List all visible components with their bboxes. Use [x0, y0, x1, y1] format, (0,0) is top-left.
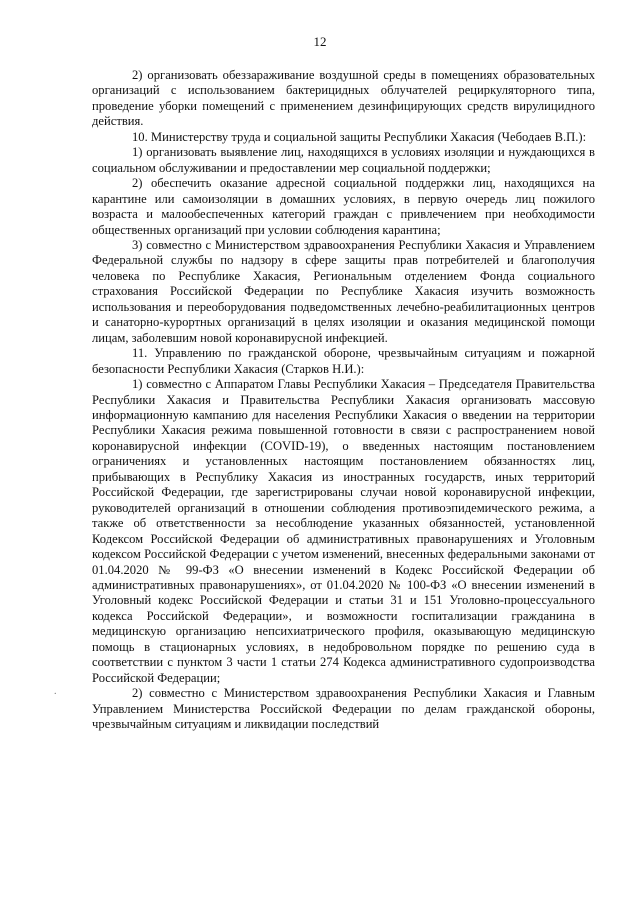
paragraph-section-11-item-2: 2) совместно с Министерством здравоохранения Республики Хакасия и Главным Управлением Министерства Российской Федерации по делам гражданской обороны, чрезвычайным ситуациям и ликвидации последствий: [92, 686, 595, 732]
paragraph-section-11-item-1: 1) совместно с Аппаратом Главы Республики Хакасия – Председателя Правительства Республики Хакасия и Правительства Республики Хакасия организовать массовую информационную кампанию для населения Республики Хакасия о введении на территории Республики Хакасия режима повышенной готовности в связи с распространением новой коронавирусной инфекции (COVID-19), о введенных настоящим постановлением ограничениях и установленных настоящим постановлением обязанностях лиц, прибывающих в Республику Хакасия из иностранных государств, иных территорий Российской Федерации, где зарегистрированы случаи новой коронавирусной инфекции, руководителей организаций в отношении соблюдения противоэпидемического режима, а также об ответственности за несоблюдение указанных обязанностей, установленной Кодексом Российской Федерации об административных правонарушениях и Уголовным кодексом Российской Федерации с учетом изменений, внесенных федеральными законами от 01.04.2020 № 99-ФЗ «О внесении изменений в Кодекс Российской Федерации об административных правонарушениях», от 01.04.2020 № 100-ФЗ «О внесении изменений в Уголовный кодекс Российской Федерации и статьи 31 и 151 Уголовно-процессуального кодекса Российской Федерации», и возможности госпитализации гражданина в медицинскую организацию непсихиатрического профиля, оказывающую медицинскую помощь в стационарных условиях, в недобровольном порядке по решению суда в соответствии с пунктом 3 части 1 статьи 274 Кодекса административного судопроизводства Российской Федерации;: [92, 377, 595, 685]
paragraph-section-10-item-2: 2) обеспечить оказание адресной социальной поддержки лиц, находящихся на карантине или самоизоляции в домашних условиях, в первую очередь лиц пожилого возраста и малообеспеченных категорий граждан с привлечением при необходимости общественных организаций при условии соблюдения карантина;: [92, 176, 595, 237]
paragraph-section-10-heading: 10. Министерству труда и социальной защиты Республики Хакасия (Чебодаев В.П.):: [132, 129, 587, 144]
margin-mark: .: [54, 686, 57, 697]
document-body: [92, 68, 595, 732]
paragraph-section-10-item-1: 1) организовать выявление лиц, находящихся в условиях изоляции и нуждающихся в социальном обслуживании и предоставлении мер социальной поддержки;: [92, 145, 595, 175]
paragraph-section-10-item-3: 3) совместно с Министерством здравоохранения Республики Хакасия и Управлением Федеральной службы по надзору в сфере защиты прав потребителей и благополучия человека по Республике Хакасия, Региональным отделением Фонда социального страхования Российской Федерации по Республике Хакасия изучить возможность использования и переоборудования подведомственных лечебно-реабилитационных центров и санаторно-курортных организаций в целях изоляции и оказания медицинской помощи лицам, заболевшим новой коронавирусной инфекцией.: [92, 237, 595, 345]
paragraph-section-11-heading: 11. Управлению по гражданской обороне, чрезвычайным ситуациям и пожарной безопасности Республики Хакасия (Старков Н.И.):: [92, 346, 595, 376]
page-number: 12: [313, 34, 327, 49]
paragraph-item-2-disinfection: 2) организовать обеззараживание воздушной среды в помещениях образовательных организаций с использованием бактерицидных облучателей рециркуляторного типа, проведение уборки помещений с применением дезинфицирующих средств вирулицидного действия.: [92, 68, 595, 129]
